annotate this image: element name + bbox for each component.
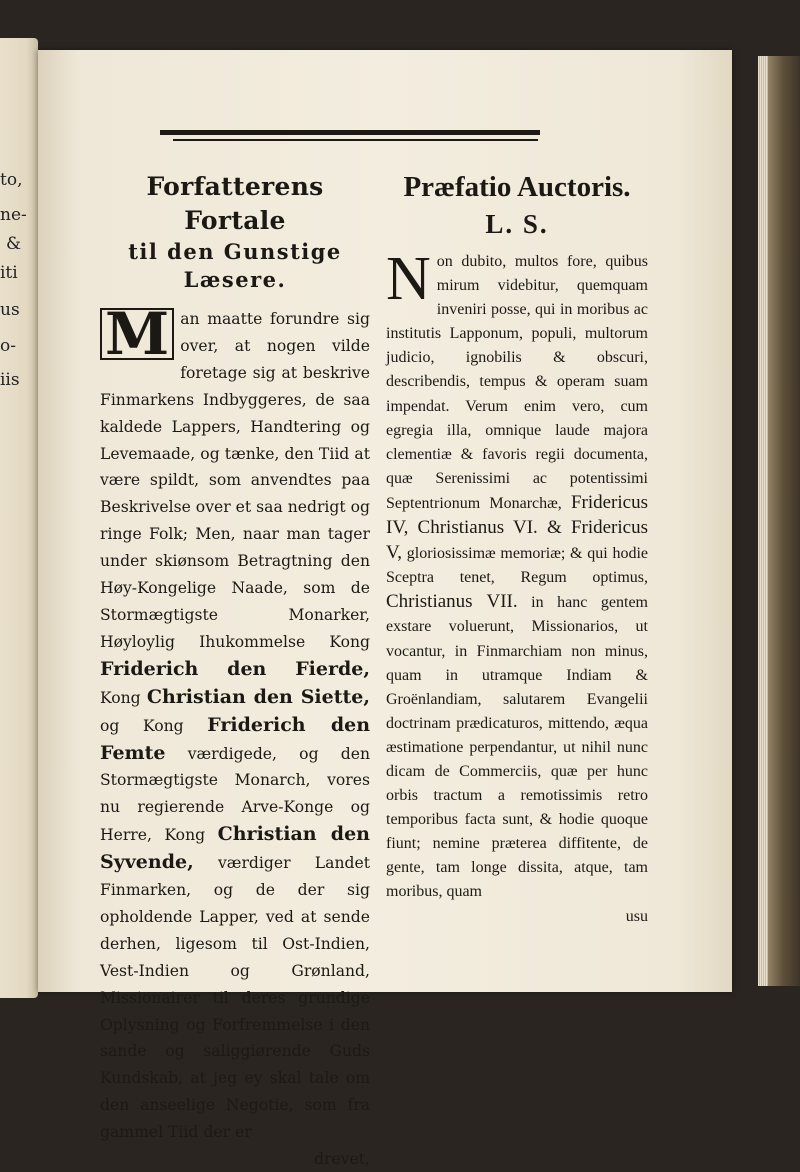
drop-cap: M (100, 308, 174, 360)
king-name: Christian den Syvende, (100, 823, 370, 874)
text-segment: gloriosissimæ memoriæ; & qui hodie Sceptra tenet, Regum optimus, (386, 545, 648, 587)
header-rule-thick (160, 130, 540, 135)
prev-page-fragment: to, (0, 170, 23, 190)
text-segment: on dubito, multos fore, quibus mirum videbitur, quemquam inveniri posse, qui in moribus ac institutis Lapponum, populi, multorum judicio, ignobilis & obscuri, describendis, tempus & operam suam impendat. Verum enim vero, cum egregia illa, omnique laude majora clementiæ & favoris regii documenta, quæ Serenissimi ac potentissimi Septentrionum Monarchæ, (386, 253, 648, 512)
latin-body (386, 245, 648, 905)
text-segment: værdiger Landet Finmarken, og de der sig opholdende Lapper, ved at sende derhen, ligesom til Ost-Indien, Vest-Indien og Grønland, Missionairer til deres grundige Oplysning og Forfremmelse i den sande og saliggiørende Guds Kundskab, at jeg ey skal tale om den anseelige Negotie, som fra gammel Tiid der er (100, 854, 370, 1142)
text-segment: Kong (100, 688, 147, 707)
prev-page-fragment: us (0, 300, 20, 320)
prev-page-fragment: ne- (0, 205, 27, 225)
catchword: usu (625, 907, 648, 925)
text-segment: an maatte forundre sig over, at nogen vilde foretage sig at beskrive Finmarkens Indbyggeres, de saa kaldede Lappers, Handtering og Levemaade, og tænke, den Tiid at være spildt, som anvendtes paa Beskrivelse over et saa nedrigt og ringe Folk; Men, naar man tager under skiønsom Betragtning den Høy-Kongelige Naade, som de Stormægtigste Monarker, Høyloylig Ihukommelse Kong (100, 310, 370, 651)
text-segment: og Kong (100, 716, 208, 735)
drop-cap: N (386, 245, 431, 313)
latin-column (386, 168, 648, 929)
king-name: Friderich den Femte (100, 713, 371, 764)
prev-page-fragment: iis (0, 370, 20, 390)
text-segment: in hanc gentem exstare voluerunt, Missionarios, ut vocantur, in Finmarchiam non minus, quam in utramque Indiam & Groënlandiam, salutarem Evangelii doctrinam prædicaturos, mittendo, æqua æstimatione perpendantur, ut nihil nunc dicam de Commerciis, quæ per hunc orbis tractum a remotissimis retro temporibus facta sunt, & hodie quoque fiunt; nemine præterea diffitente, de gente, tam longe dissita, atque, tam moribus, quam (386, 594, 648, 901)
catchword: drevet, (314, 1150, 370, 1169)
danish-column (100, 170, 370, 1172)
king-name: Friderich den Fierde, (100, 657, 370, 680)
book-page (38, 50, 732, 1169)
prev-page-fragment: o- (0, 336, 16, 356)
king-name: Christianus VII. (386, 591, 518, 613)
king-name: Fridericus IV, Christianus VI. & Fridericus V, (386, 491, 648, 564)
prev-page-fragment: iti (0, 263, 18, 283)
danish-subtitle: til den Gunstige Læsere. (128, 239, 342, 292)
danish-body (100, 300, 371, 1146)
book-page-edges (758, 56, 800, 986)
latin-subtitle: L. S. (485, 209, 549, 239)
danish-title: Forfatterens Fortale (146, 172, 324, 235)
text-segment: værdigede, og den Stormægtigste Monarch, vores nu regierende Arve-Konge og Herre, Kong (100, 744, 370, 845)
prev-page-fragment: & (6, 234, 22, 254)
previous-page-edge (0, 38, 38, 998)
latin-title: Præfatio Auctoris. (403, 171, 631, 203)
king-name: Christian den Siette, (146, 685, 370, 708)
header-rule-thin (173, 139, 538, 141)
